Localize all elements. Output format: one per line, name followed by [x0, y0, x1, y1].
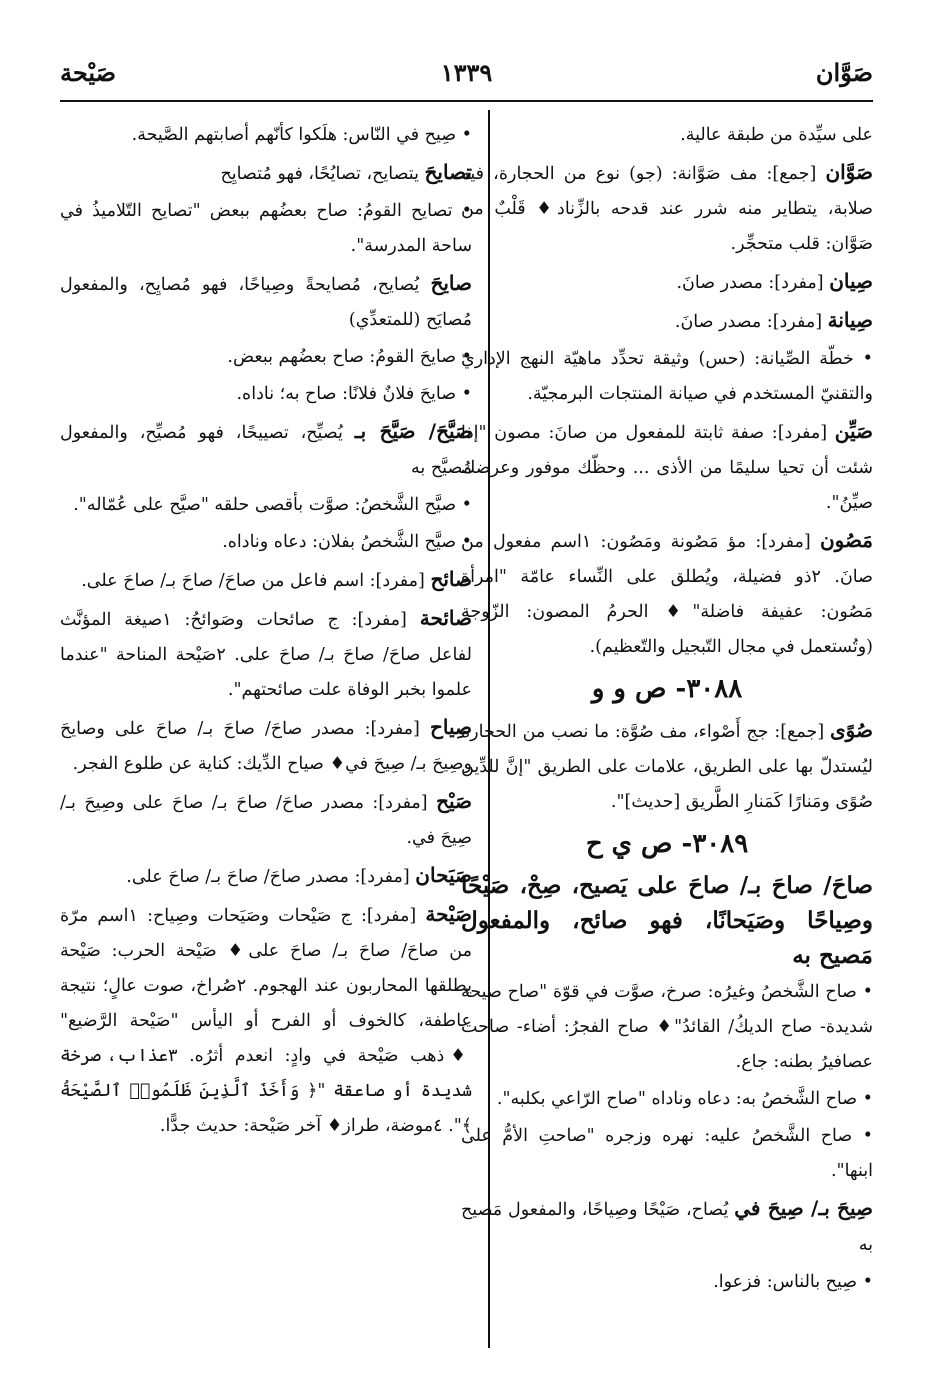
dictionary-entry [461, 975, 873, 1080]
entry-text: على سيِّدة من طبقة عالية. [680, 125, 873, 145]
entry-text: [مفرد]: مصدر صاحَ/ صاحَ بـ/ صاحَ على. [126, 867, 416, 887]
entry-text: • صاح الشَّخصُ وغيرُه: صرخ، صوَّت في قوّة "صاح صيحة شديدة- صاح الديكُ/ القائدُ"♦ صاح الفجرُ: أضاء- صاحت عصافيرُ بطنه: جاع. [461, 982, 873, 1072]
entry-text: يُصيِّح، تصييحًا، فهو مُصيِّح، والمفعول مُصيَّح به [60, 423, 472, 478]
headword: صُوًى [830, 718, 873, 742]
entry-text: • تصايح القومُ: صاح بعضُهم ببعض "تصايح التّلاميذُ في ساحة المدرسة". [60, 201, 472, 256]
dictionary-entry [60, 488, 472, 523]
headword: صَيَّحَ/ صَيَّحَ بـ [354, 419, 473, 443]
entry-text: • صِيح بالناس: فزعوا. [713, 1272, 873, 1292]
root-heading: ٣٠٨٨- ص و و [591, 674, 743, 704]
dictionary-entry [60, 525, 472, 560]
dictionary-entry [60, 562, 472, 599]
headword: صِيان [829, 269, 873, 293]
root-heading: ٣٠٨٩- ص ي ح [585, 829, 749, 859]
entry-text: • صيَّح الشَّخصُ بفلان: دعاه وناداه. [222, 532, 472, 552]
entry-text: [جمع]: جج أَصْواء، مف صُوَّة: ما نصب من الحجارة ليُستدلّ بها على الطريق، علامات على الطريق "إنَّ للدِّين صُوًى ومَنارًا كَمَنارِ الطَّريق [حديث]". [461, 722, 873, 812]
left-column [60, 118, 472, 1146]
dictionary-entry [60, 340, 472, 375]
dictionary-entry [60, 784, 472, 856]
headword: مَصُون [819, 528, 874, 552]
dictionary-entry [60, 601, 472, 708]
headword: صَيَحان [415, 863, 472, 887]
headword: صائح [430, 567, 472, 591]
headword: تصايحَ [424, 160, 472, 184]
headword: صَيْح [436, 789, 472, 813]
dictionary-entry [461, 1265, 873, 1300]
dictionary-entry [60, 118, 472, 153]
entry-text: • صاح الشَّخصُ به: دعاه وناداه "صاح الرّاعي بكلبه". [496, 1089, 873, 1109]
headword: صَوَّان [825, 160, 873, 184]
entry-text: • صاح الشَّخصُ عليه: نهره وزجره "صاحتِ الأمُّ على ابنها". [461, 1126, 873, 1181]
dictionary-entry [60, 858, 472, 895]
entry-text: يُصايح، مُصايحةً وصِياحًا، فهو مُصايِح، والمفعول مُصايَح (للمتعدِّي) [60, 275, 472, 330]
dictionary-entry [60, 897, 472, 1144]
headword: صِياح [429, 715, 472, 739]
page-number: ١٣٣٩ [440, 58, 493, 87]
entry-text: [مفرد]: ج صَيْحات وصَيَحات وصِياح: ١اسم مرّة من صاحَ/ صاحَ بـ/ صاحَ على♦ صَيْحة الحرب: صَيْحة يطلقها المحاربون عند الهجوم. ٢صُراخ، صوت عالٍ؛ نتيجة عاطفة، كالخوف أو الفرح أو اليأس "صَيْحة الرَّضيع" ♦ذهب صَيْحة في وادٍ: انعدم أثرُه. ٣عذاب، صرخة شديدة أو صاعقة "﴿ وَأَخَذَ ٱلَّذِينَ ظَلَمُوا۟ ٱلصَّيْحَةُ ﴾". ٤موضة، طراز♦ آخر صَيْحة: حديث جدًّا. [60, 906, 472, 1136]
dictionary-entry [60, 194, 472, 264]
right-column [461, 118, 873, 1302]
entry-text: [مفرد]: مصدر صاحَ/ صاحَ بـ/ صاحَ على وصِيحَ بـ/ صِيحَ في. [60, 793, 472, 848]
dictionary-entry [60, 414, 472, 486]
headword: صَيْحة [425, 902, 472, 926]
header-first-entry: صَوَّان [815, 58, 873, 87]
dictionary-entry [461, 414, 873, 521]
entry-text: [مفرد]: صفة ثابتة للمفعول من صانَ: مصون "إذا شئت أن تحيا سليمًا من الأذى ... وحظّك موفور وعرضك صيِّنُ". [461, 423, 873, 513]
dictionary-entry [461, 264, 873, 301]
dictionary-entry [461, 342, 873, 412]
header-last-entry: صَيْحة [60, 58, 116, 87]
dictionary-entry [461, 155, 873, 262]
dictionary-entry [461, 1119, 873, 1189]
dictionary-entry [60, 710, 472, 782]
entry-text: يُصاح، صَيْحًا وصِياحًا، والمفعول مَصيح به [461, 1200, 873, 1255]
entry-text: [مفرد]: مؤ مَصُونة ومَصُون: ١اسم مفعول من صانَ. ٢ذو فضيلة، ويُطلق على النِّساء عامّة "امرأة مَصُون: عفيفة فاضلة"♦ الحرمُ المصون: الزّوجة (وتُستعمل في مجال التّبجيل والتّعظيم). [461, 532, 873, 657]
headword: صايحَ [430, 271, 472, 295]
headword: صِيحَ بـ/ صِيحَ في [734, 1196, 873, 1220]
dictionary-entry [461, 713, 873, 820]
dictionary-entry [461, 1082, 873, 1117]
dictionary-entry [461, 1191, 873, 1263]
entry-text: يتصايح، تصايُحًا، فهو مُتصايِح [220, 164, 425, 184]
verb-headword: صاحَ/ صاحَ بـ/ صاحَ على يَصيح، صِحْ، صَيْحًا وصِياحًا وصَيَحانًا، فهو صائح، والمفعول مَصيح به [461, 872, 873, 969]
dictionary-entry [60, 377, 472, 412]
headword: صَيِّن [834, 419, 873, 443]
entry-text: • صايحَ القومُ: صاح بعضُهم ببعض. [227, 347, 472, 367]
dictionary-entry [60, 155, 472, 192]
entry-text: [مفرد]: اسم فاعل من صاحَ/ صاحَ بـ/ صاحَ على. [81, 571, 431, 591]
dictionary-entry [60, 266, 472, 338]
headword: صائحة [419, 606, 472, 630]
dictionary-entry [461, 303, 873, 340]
dictionary-entry [461, 118, 873, 153]
entry-text: [مفرد]: مصدر صاحَ/ صاحَ بـ/ صاحَ على وصايحَ وصِيحَ بـ/ صِيحَ في♦ صياح الدِّيك: كناية عن طلوع الفجر. [60, 719, 472, 774]
entry-text: [مفرد]: ج صائحات وصَوائحُ: ١صيغة المؤنَّث لفاعل صاحَ/ صاحَ بـ/ صاحَ على. ٢صَيْحة المناحة "عندما علموا بخبر الوفاة علت صائحتهم". [60, 610, 472, 700]
entry-text: • صايحَ فلانٌ فلانًا: صاح به؛ ناداه. [236, 384, 472, 404]
headword: صِيانة [827, 308, 873, 332]
entry-text: • صِيح في النّاس: هلَكوا كأنّهم أصابتهم الصَّيحة. [131, 125, 472, 145]
entry-text: • خطّة الصِّيانة: (حس) وثيقة تحدِّد ماهيّة النهج الإداريّ والتقنيّ المستخدم في صيانة المنتجات البرمجيّة. [461, 349, 873, 404]
entry-text: • صيَّح الشَّخصُ: صوَّت بأقصى حلقه "صيَّح على عُمّاله". [73, 495, 472, 515]
dictionary-entry [461, 523, 873, 665]
entry-text: [جمع]: مف صَوَّانة: (جو) نوع من الحجارة، فيه صلابة، يتطاير منه شرر عند قدحه بالزِّناد♦ قَلْبٌ من صَوَّان: قلب متحجِّر. [461, 164, 873, 254]
entry-text: [مفرد]: مصدر صانَ. [676, 273, 830, 293]
header-rule [60, 100, 873, 102]
entry-text: [مفرد]: مصدر صانَ. [674, 312, 828, 332]
page-header [60, 58, 873, 98]
